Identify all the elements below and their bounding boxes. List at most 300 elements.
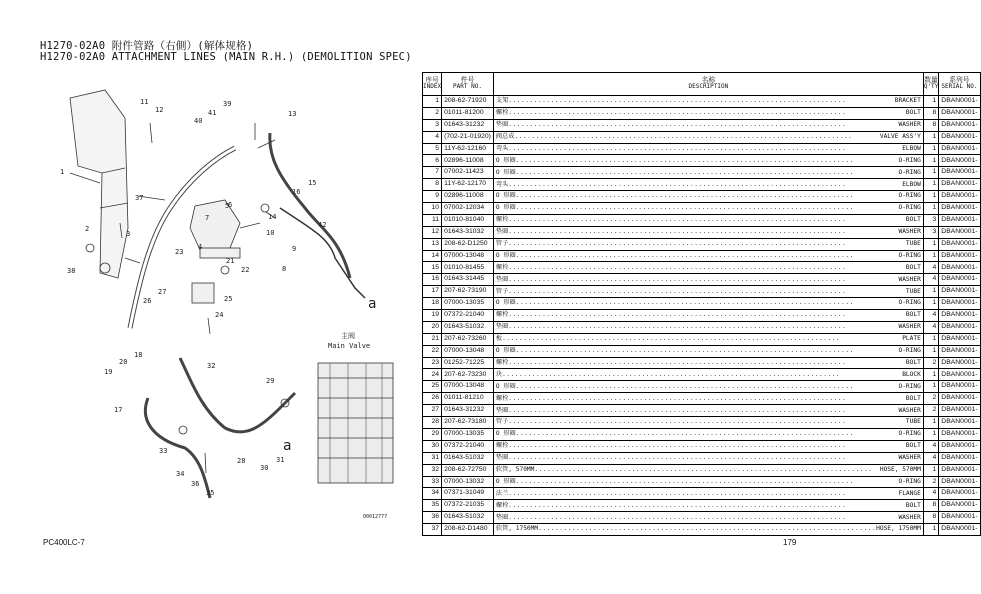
description-cn: 弯头 bbox=[495, 144, 509, 152]
cell-part-no: 11Y-62-12160 bbox=[442, 143, 494, 155]
description-cn: 板 bbox=[495, 335, 503, 343]
table-row bbox=[423, 476, 981, 488]
callout-29: 29 bbox=[266, 377, 275, 385]
cell-serial-no: DBAN0001- bbox=[939, 310, 980, 322]
cell-quantity: 1 bbox=[923, 203, 938, 215]
description-cn: 螺栓 bbox=[495, 501, 509, 509]
cell-quantity: 3 bbox=[923, 226, 938, 238]
cell-quantity: 4 bbox=[923, 488, 938, 500]
cell-serial-no: DBAN0001- bbox=[939, 512, 980, 524]
description-cn: 垫圈 bbox=[495, 323, 509, 331]
description-en: FLANGE bbox=[898, 489, 921, 497]
cell-index: 26 bbox=[423, 393, 442, 405]
cell-index: 18 bbox=[423, 298, 442, 310]
cell-description: 管子 ................................................................................ TUBE bbox=[493, 286, 923, 298]
table-row bbox=[423, 119, 981, 131]
cell-serial-no: DBAN0001- bbox=[939, 464, 980, 476]
callout-4: 4 bbox=[198, 243, 203, 251]
cell-index: 19 bbox=[423, 310, 442, 322]
callout-3: 3 bbox=[126, 230, 131, 238]
cell-index: 10 bbox=[423, 203, 442, 215]
table-row bbox=[423, 298, 981, 310]
table-row bbox=[423, 405, 981, 417]
cell-quantity: 4 bbox=[923, 274, 938, 286]
callout-18: 18 bbox=[134, 351, 143, 359]
cell-serial-no: DBAN0001- bbox=[939, 191, 980, 203]
cell-quantity: 1 bbox=[923, 155, 938, 167]
cell-quantity: 8 bbox=[923, 500, 938, 512]
description-en: O-RING bbox=[898, 477, 921, 485]
cell-part-no: 07002-12034 bbox=[442, 203, 494, 215]
cell-index: 7 bbox=[423, 167, 442, 179]
callout-8: 8 bbox=[282, 265, 287, 273]
cell-index: 30 bbox=[423, 440, 442, 452]
cell-description: 垫圈 ................................................................................ WASHER bbox=[493, 512, 923, 524]
cell-quantity: 1 bbox=[923, 143, 938, 155]
table-row bbox=[423, 488, 981, 500]
cell-part-no: 01010-81455 bbox=[442, 262, 494, 274]
cell-quantity: 1 bbox=[923, 417, 938, 429]
cell-description: 螺栓 ................................................................................ BOLT bbox=[493, 357, 923, 369]
description-en: O-RING bbox=[898, 382, 921, 390]
description-en: O-RING bbox=[898, 204, 921, 212]
table-row bbox=[423, 417, 981, 429]
table-row bbox=[423, 524, 981, 536]
cell-quantity: 1 bbox=[923, 179, 938, 191]
description-en: TUBE bbox=[905, 418, 921, 426]
description-cn: 支架 bbox=[495, 97, 509, 105]
description-en: BRACKET bbox=[894, 97, 921, 105]
cell-description: 法兰 ................................................................................ FLANGE bbox=[493, 488, 923, 500]
callout-22: 22 bbox=[241, 266, 250, 274]
cell-quantity: 1 bbox=[923, 524, 938, 536]
cell-serial-no: DBAN0001- bbox=[939, 417, 980, 429]
cell-quantity: 1 bbox=[923, 238, 938, 250]
cell-serial-no: DBAN0001- bbox=[939, 524, 980, 536]
callout-27: 27 bbox=[158, 288, 167, 296]
table-row bbox=[423, 310, 981, 322]
header-serial-no: 系列号 SERIAL NO. bbox=[939, 73, 980, 96]
header-description: 名称 DESCRIPTION bbox=[493, 73, 923, 96]
cell-part-no: 208-62-D1250 bbox=[442, 238, 494, 250]
cell-part-no: 01643-51032 bbox=[442, 512, 494, 524]
description-cn: 垫圈 bbox=[495, 406, 509, 414]
page-title-chinese: H1270-02A0 附件管路（右側）(解体规格) bbox=[40, 40, 254, 52]
cell-part-no: 01643-31232 bbox=[442, 119, 494, 131]
cell-description: 垫圈 ................................................................................ WASHER bbox=[493, 119, 923, 131]
callout-32: 32 bbox=[207, 362, 216, 370]
cell-part-no: 207-62-73180 bbox=[442, 417, 494, 429]
table-row bbox=[423, 381, 981, 393]
cell-index: 37 bbox=[423, 524, 442, 536]
cell-quantity: 3 bbox=[923, 214, 938, 226]
table-row bbox=[423, 107, 981, 119]
cell-quantity: 1 bbox=[923, 131, 938, 143]
cell-index: 28 bbox=[423, 417, 442, 429]
cell-quantity: 4 bbox=[923, 452, 938, 464]
cell-part-no: 07000-13048 bbox=[442, 250, 494, 262]
cell-serial-no: DBAN0001- bbox=[939, 333, 980, 345]
cell-quantity: 8 bbox=[923, 119, 938, 131]
cell-description: O 形圈 ................................................................................ O-RING bbox=[493, 476, 923, 488]
cell-index: 33 bbox=[423, 476, 442, 488]
cell-part-no: 07372-21035 bbox=[442, 500, 494, 512]
description-cn: O 形圈 bbox=[495, 430, 516, 438]
table-row bbox=[423, 393, 981, 405]
description-en: WASHER bbox=[898, 323, 921, 331]
cell-description: O 形圈 ................................................................................ O-RING bbox=[493, 191, 923, 203]
description-en: WASHER bbox=[898, 513, 921, 521]
cell-index: 20 bbox=[423, 321, 442, 333]
table-row bbox=[423, 143, 981, 155]
cell-description: O 形圈 ................................................................................ O-RING bbox=[493, 167, 923, 179]
table-row bbox=[423, 321, 981, 333]
description-cn: 螺栓 bbox=[495, 263, 509, 271]
cell-quantity: 1 bbox=[923, 369, 938, 381]
description-en: O-RING bbox=[898, 251, 921, 259]
cell-serial-no: DBAN0001- bbox=[939, 428, 980, 440]
callout-36: 36 bbox=[191, 480, 200, 488]
description-en: BOLT bbox=[905, 263, 921, 271]
main-valve-label-en: Main Valve bbox=[328, 342, 371, 350]
table-row bbox=[423, 238, 981, 250]
cell-part-no: 07371-31049 bbox=[442, 488, 494, 500]
description-cn: 管子 bbox=[495, 240, 509, 248]
cell-quantity: 1 bbox=[923, 286, 938, 298]
description-cn: O 形圈 bbox=[495, 204, 516, 212]
description-cn: 弯头 bbox=[495, 180, 509, 188]
cell-index: 8 bbox=[423, 179, 442, 191]
callout-7: 7 bbox=[205, 214, 210, 222]
description-en: BLOCK bbox=[902, 370, 921, 378]
description-cn: O 形圈 bbox=[495, 382, 516, 390]
cell-serial-no: DBAN0001- bbox=[939, 274, 980, 286]
cell-quantity: 1 bbox=[923, 96, 938, 108]
footer-page-number: 179 bbox=[783, 538, 797, 547]
cell-description: O 形圈 ................................................................................ O-RING bbox=[493, 381, 923, 393]
cell-part-no: 02896-11008 bbox=[442, 155, 494, 167]
description-en: O-RING bbox=[898, 168, 921, 176]
cell-part-no: 01010-81040 bbox=[442, 214, 494, 226]
table-row bbox=[423, 464, 981, 476]
cell-part-no: 01643-51032 bbox=[442, 321, 494, 333]
description-cn: 垫圈 bbox=[495, 454, 509, 462]
cell-index: 13 bbox=[423, 238, 442, 250]
cell-description: O 形圈 ................................................................................ O-RING bbox=[493, 250, 923, 262]
table-row bbox=[423, 250, 981, 262]
description-cn: 螺栓 bbox=[495, 216, 509, 224]
parts-list-table bbox=[422, 72, 981, 536]
cell-serial-no: DBAN0001- bbox=[939, 119, 980, 131]
cell-description: 垫圈 ................................................................................ WASHER bbox=[493, 452, 923, 464]
callout-38: 38 bbox=[67, 267, 76, 275]
callout-10: 10 bbox=[266, 229, 275, 237]
description-en: HOSE, 570MM bbox=[879, 465, 921, 473]
cell-quantity: 4 bbox=[923, 321, 938, 333]
cell-description: 阀总成 ................................................................................ VALVE ASS'Y bbox=[493, 131, 923, 143]
description-en: O-RING bbox=[898, 156, 921, 164]
callout-19: 19 bbox=[104, 368, 113, 376]
callout-9: 9 bbox=[292, 245, 297, 253]
cell-quantity: 1 bbox=[923, 191, 938, 203]
cell-index: 29 bbox=[423, 428, 442, 440]
callout-25: 25 bbox=[224, 295, 233, 303]
description-en: BOLT bbox=[905, 109, 921, 117]
description-cn: 螺栓 bbox=[495, 442, 509, 450]
table-row bbox=[423, 167, 981, 179]
table-row bbox=[423, 262, 981, 274]
cell-description: 螺栓 ................................................................................ BOLT bbox=[493, 262, 923, 274]
footer-model: PC400LC-7 bbox=[43, 538, 85, 547]
cell-serial-no: DBAN0001- bbox=[939, 143, 980, 155]
cell-part-no: 01643-31445 bbox=[442, 274, 494, 286]
table-row bbox=[423, 155, 981, 167]
cell-part-no: 07000-13032 bbox=[442, 476, 494, 488]
table-row bbox=[423, 96, 981, 108]
cell-quantity: 1 bbox=[923, 464, 938, 476]
cell-serial-no: DBAN0001- bbox=[939, 238, 980, 250]
cell-serial-no: DBAN0001- bbox=[939, 357, 980, 369]
cell-index: 17 bbox=[423, 286, 442, 298]
description-en: BOLT bbox=[905, 216, 921, 224]
callout-16: 16 bbox=[292, 188, 301, 196]
description-en: WASHER bbox=[898, 121, 921, 129]
cell-quantity: 1 bbox=[923, 381, 938, 393]
cell-part-no: 07372-21040 bbox=[442, 440, 494, 452]
cell-index: 5 bbox=[423, 143, 442, 155]
cell-description: 软管, 570MM ................................................................................ HOSE, 570MM bbox=[493, 464, 923, 476]
callout-39: 39 bbox=[223, 100, 232, 108]
description-cn: 软管, 570MM bbox=[495, 465, 535, 473]
callout-42: 42 bbox=[318, 221, 327, 229]
cell-serial-no: DBAN0001- bbox=[939, 440, 980, 452]
table-row bbox=[423, 179, 981, 191]
description-cn: 块 bbox=[495, 370, 503, 378]
description-en: TUBE bbox=[905, 240, 921, 248]
header-index: 序号 INDEX bbox=[423, 73, 442, 96]
cell-description: O 形圈 ................................................................................ O-RING bbox=[493, 298, 923, 310]
cell-index: 22 bbox=[423, 345, 442, 357]
cell-part-no: 01011-81200 bbox=[442, 107, 494, 119]
cell-serial-no: DBAN0001- bbox=[939, 452, 980, 464]
description-en: TUBE bbox=[905, 287, 921, 295]
table-row bbox=[423, 191, 981, 203]
cell-serial-no: DBAN0001- bbox=[939, 96, 980, 108]
table-row bbox=[423, 131, 981, 143]
table-row bbox=[423, 274, 981, 286]
callout-5: 5 bbox=[225, 202, 230, 210]
callout-2: 2 bbox=[85, 225, 90, 233]
cell-serial-no: DBAN0001- bbox=[939, 286, 980, 298]
cell-serial-no: DBAN0001- bbox=[939, 250, 980, 262]
description-en: ELBOW bbox=[902, 180, 921, 188]
page-title-english: H1270-02A0 ATTACHMENT LINES (MAIN R.H.) (DEMOLITION SPEC) bbox=[40, 51, 412, 63]
table-header-row bbox=[423, 73, 981, 96]
description-en: VALVE ASS'Y bbox=[879, 133, 921, 141]
callout-1: 1 bbox=[60, 168, 65, 176]
description-cn: 垫圈 bbox=[495, 513, 509, 521]
cell-serial-no: DBAN0001- bbox=[939, 345, 980, 357]
table-row bbox=[423, 286, 981, 298]
cell-part-no: 07000-13035 bbox=[442, 428, 494, 440]
cell-part-no: 02896-11008 bbox=[442, 191, 494, 203]
description-en: BOLT bbox=[905, 501, 921, 509]
table-row bbox=[423, 203, 981, 215]
description-cn: 垫圈 bbox=[495, 121, 509, 129]
description-en: WASHER bbox=[898, 406, 921, 414]
cell-quantity: 2 bbox=[923, 476, 938, 488]
cell-index: 15 bbox=[423, 262, 442, 274]
cell-description: 螺栓 ................................................................................ BOLT bbox=[493, 500, 923, 512]
cell-quantity: 4 bbox=[923, 440, 938, 452]
cell-description: 螺栓 ................................................................................ BOLT bbox=[493, 440, 923, 452]
ref-mark-a-upper: a bbox=[368, 296, 377, 312]
description-cn: 螺栓 bbox=[495, 394, 509, 402]
cell-serial-no: DBAN0001- bbox=[939, 321, 980, 333]
description-en: PLATE bbox=[902, 335, 921, 343]
description-en: BOLT bbox=[905, 442, 921, 450]
cell-quantity: 1 bbox=[923, 250, 938, 262]
table-row bbox=[423, 333, 981, 345]
cell-index: 25 bbox=[423, 381, 442, 393]
table-row bbox=[423, 452, 981, 464]
cell-description: 块 ................................................................................ BLOCK bbox=[493, 369, 923, 381]
cell-description: 垫圈 ................................................................................ WASHER bbox=[493, 226, 923, 238]
table-row bbox=[423, 357, 981, 369]
cell-part-no: 01643-51032 bbox=[442, 452, 494, 464]
description-cn: O 形圈 bbox=[495, 192, 516, 200]
cell-index: 23 bbox=[423, 357, 442, 369]
table-row bbox=[423, 345, 981, 357]
cell-serial-no: DBAN0001- bbox=[939, 214, 980, 226]
callout-11: 11 bbox=[140, 98, 149, 106]
description-en: BOLT bbox=[905, 358, 921, 366]
cell-index: 2 bbox=[423, 107, 442, 119]
cell-index: 4 bbox=[423, 131, 442, 143]
cell-serial-no: DBAN0001- bbox=[939, 167, 980, 179]
description-cn: 螺栓 bbox=[495, 311, 509, 319]
cell-index: 14 bbox=[423, 250, 442, 262]
ref-mark-a-lower: a bbox=[283, 438, 292, 454]
cell-serial-no: DBAN0001- bbox=[939, 476, 980, 488]
callout-15: 15 bbox=[308, 179, 317, 187]
cell-serial-no: DBAN0001- bbox=[939, 179, 980, 191]
description-cn: 管子 bbox=[495, 287, 509, 295]
cell-description: 螺栓 ................................................................................ BOLT bbox=[493, 310, 923, 322]
cell-part-no: 207-62-73230 bbox=[442, 369, 494, 381]
callout-37: 37 bbox=[135, 194, 144, 202]
callout-21: 21 bbox=[226, 257, 235, 265]
cell-index: 12 bbox=[423, 226, 442, 238]
cell-index: 11 bbox=[423, 214, 442, 226]
cell-description: 垫圈 ................................................................................ WASHER bbox=[493, 274, 923, 286]
cell-quantity: 4 bbox=[923, 262, 938, 274]
cell-part-no: 07000-13048 bbox=[442, 345, 494, 357]
cell-part-no: 01643-31232 bbox=[442, 405, 494, 417]
description-cn: 法兰 bbox=[495, 489, 509, 497]
cell-part-no: 208-62-71920 bbox=[442, 96, 494, 108]
exploded-parts-diagram bbox=[30, 78, 420, 528]
cell-description: 螺栓 ................................................................................ BOLT bbox=[493, 393, 923, 405]
description-cn: 螺栓 bbox=[495, 358, 509, 366]
cell-part-no: 11Y-62-12170 bbox=[442, 179, 494, 191]
cell-serial-no: DBAN0001- bbox=[939, 226, 980, 238]
callout-34: 34 bbox=[176, 470, 185, 478]
cell-serial-no: DBAN0001- bbox=[939, 203, 980, 215]
table-row bbox=[423, 369, 981, 381]
cell-index: 27 bbox=[423, 405, 442, 417]
cell-index: 24 bbox=[423, 369, 442, 381]
description-cn: 软管, 1750MM bbox=[495, 525, 539, 533]
cell-index: 6 bbox=[423, 155, 442, 167]
cell-description: 垫圈 ................................................................................ WASHER bbox=[493, 405, 923, 417]
callout-13: 13 bbox=[288, 110, 297, 118]
cell-quantity: 1 bbox=[923, 298, 938, 310]
description-cn: 管子 bbox=[495, 418, 509, 426]
cell-quantity: 8 bbox=[923, 512, 938, 524]
cell-serial-no: DBAN0001- bbox=[939, 155, 980, 167]
description-en: HOSE, 1750MM bbox=[876, 525, 921, 533]
description-en: O-RING bbox=[898, 299, 921, 307]
cell-serial-no: DBAN0001- bbox=[939, 488, 980, 500]
callout-30: 30 bbox=[260, 464, 269, 472]
description-en: O-RING bbox=[898, 430, 921, 438]
description-cn: O 形圈 bbox=[495, 156, 516, 164]
callout-6: 6 bbox=[228, 201, 233, 209]
cell-description: 板 ................................................................................ PLATE bbox=[493, 333, 923, 345]
callout-17: 17 bbox=[114, 406, 123, 414]
description-cn: 螺栓 bbox=[495, 109, 509, 117]
cell-index: 36 bbox=[423, 512, 442, 524]
header-quantity: 数量 Q'TY bbox=[923, 73, 938, 96]
header-part-no: 件号 PART NO. bbox=[442, 73, 494, 96]
description-cn: 垫圈 bbox=[495, 275, 509, 283]
cell-index: 9 bbox=[423, 191, 442, 203]
cell-serial-no: DBAN0001- bbox=[939, 369, 980, 381]
callout-33: 33 bbox=[159, 447, 168, 455]
cell-part-no: 207-62-73260 bbox=[442, 333, 494, 345]
description-en: BOLT bbox=[905, 311, 921, 319]
cell-index: 1 bbox=[423, 96, 442, 108]
cell-serial-no: DBAN0001- bbox=[939, 262, 980, 274]
cell-description: 软管, 1750MM ................................................................................ HOSE, 1750MM bbox=[493, 524, 923, 536]
cell-quantity: 1 bbox=[923, 345, 938, 357]
cell-index: 31 bbox=[423, 452, 442, 464]
description-cn: O 形圈 bbox=[495, 347, 516, 355]
cell-part-no: 07000-13035 bbox=[442, 298, 494, 310]
table-row bbox=[423, 500, 981, 512]
main-valve-label-cn: 主阀 bbox=[341, 332, 355, 340]
callout-41: 41 bbox=[208, 109, 217, 117]
cell-index: 32 bbox=[423, 464, 442, 476]
table-row bbox=[423, 226, 981, 238]
cell-quantity: 2 bbox=[923, 357, 938, 369]
cell-description: 管子 ................................................................................ TUBE bbox=[493, 238, 923, 250]
cell-description: O 形圈 ................................................................................ O-RING bbox=[493, 345, 923, 357]
callout-23: 23 bbox=[175, 248, 184, 256]
cell-quantity: 1 bbox=[923, 333, 938, 345]
drawing-code: 00012777 bbox=[363, 514, 388, 520]
callout-20: 20 bbox=[119, 358, 128, 366]
table-row bbox=[423, 512, 981, 524]
cell-description: O 形圈 ................................................................................ O-RING bbox=[493, 155, 923, 167]
description-cn: 垫圈 bbox=[495, 228, 509, 236]
cell-part-no: 07000-13048 bbox=[442, 381, 494, 393]
cell-description: O 形圈 ................................................................................ O-RING bbox=[493, 203, 923, 215]
cell-quantity: 4 bbox=[923, 310, 938, 322]
cell-serial-no: DBAN0001- bbox=[939, 393, 980, 405]
cell-serial-no: DBAN0001- bbox=[939, 131, 980, 143]
